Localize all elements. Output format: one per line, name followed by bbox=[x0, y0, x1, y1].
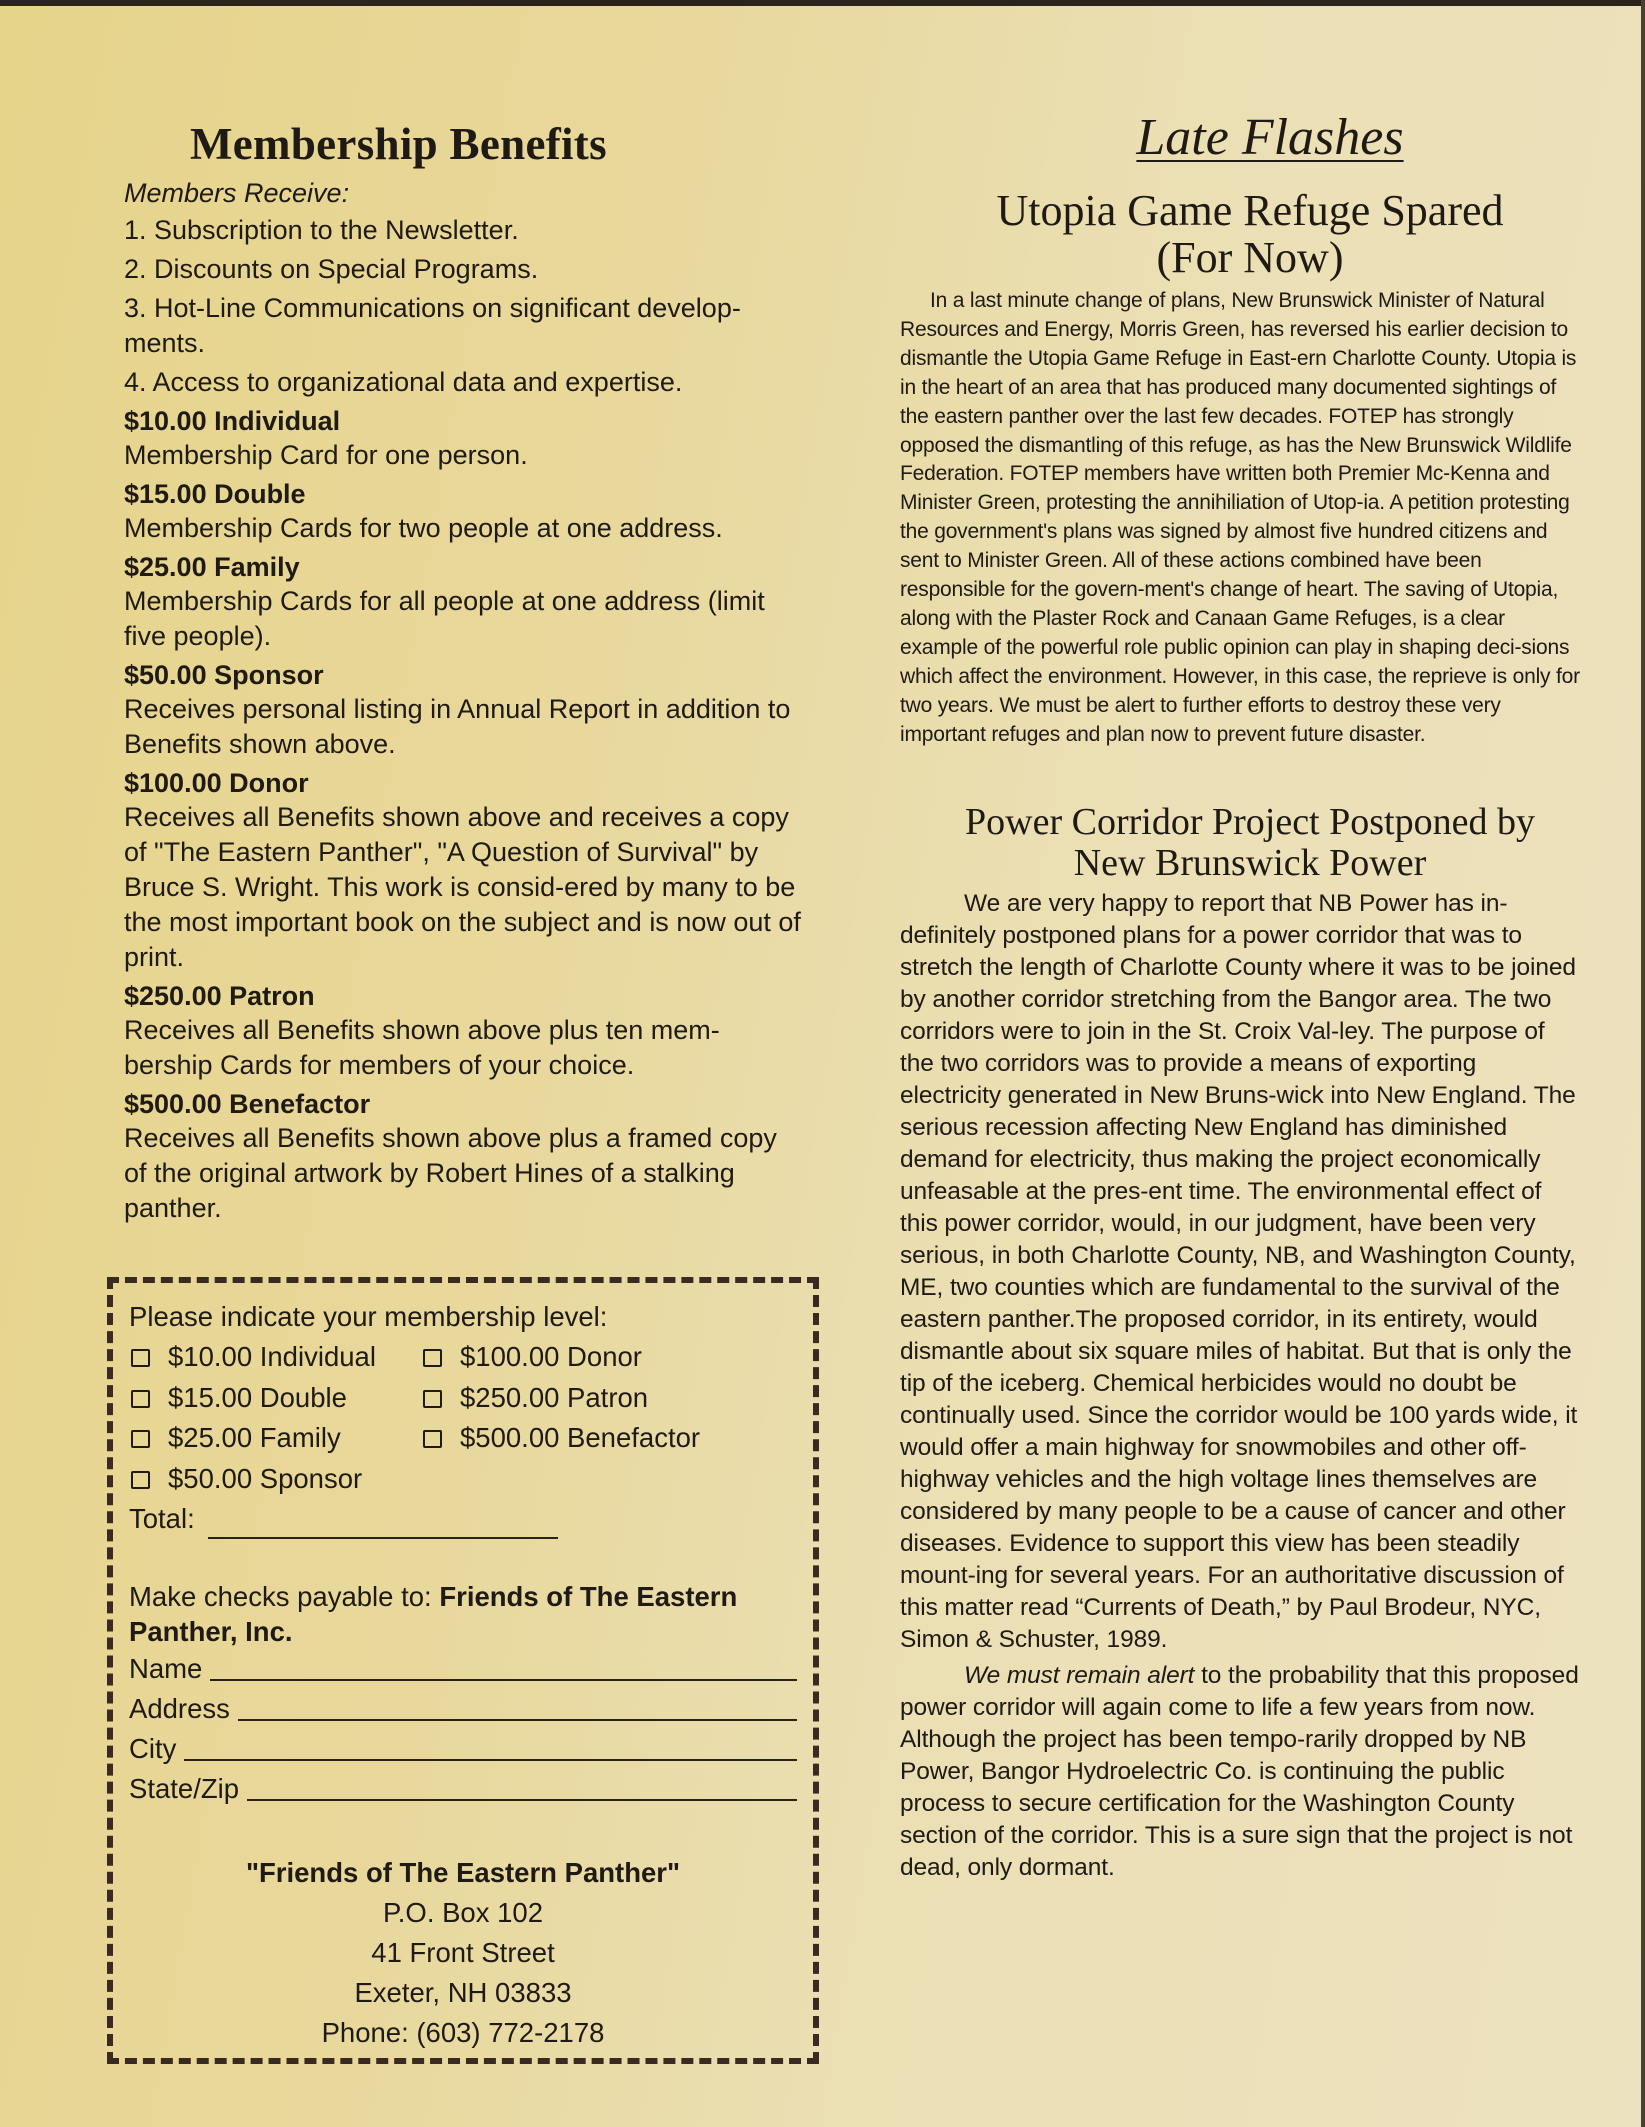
power-corridor-body-2 bbox=[900, 1660, 1580, 1884]
tier-name: $250.00 Patron bbox=[124, 981, 315, 1011]
statezip-label: State/Zip bbox=[129, 1773, 240, 1804]
tier-description: Receives all Benefits shown above plus a framed copy of the original artwork by Robert Hines of a stalking panther. bbox=[124, 1123, 777, 1223]
scan-edge-right bbox=[1641, 0, 1645, 2127]
name-label: Name bbox=[129, 1653, 203, 1684]
power-corridor-headline: Power Corridor Project Postponed by New Brunswick Power bbox=[965, 800, 1535, 884]
tier-name: $500.00 Benefactor bbox=[124, 1089, 371, 1119]
city-field[interactable] bbox=[184, 1731, 797, 1761]
checks-payee: Friends of The Eastern Panther, Inc. bbox=[129, 1581, 738, 1647]
checkbox-icon[interactable] bbox=[423, 1430, 442, 1448]
alert-text: to the probability that this proposed power corridor will again come to life a few years from now. Although the project has been tempo-rarily dropped by NB Power, Bangor Hydroelectric Co. is continuing the public process to secure certification for the Washington County section of the corridor. This is a sure sign that the project is not dead, only dormant. bbox=[900, 1661, 1579, 1881]
form-prompt: Please indicate your membership level: bbox=[129, 1301, 608, 1332]
option-patron[interactable] bbox=[421, 1378, 721, 1419]
late-flashes-title: Late Flashes bbox=[1136, 109, 1404, 166]
tier-name: $15.00 Double bbox=[124, 479, 306, 509]
tier-name: $10.00 Individual bbox=[124, 406, 341, 436]
option-donor[interactable] bbox=[421, 1337, 721, 1378]
alert-emphasis: We must remain alert bbox=[964, 1661, 1195, 1689]
option-sponsor[interactable] bbox=[129, 1459, 421, 1500]
option-family[interactable] bbox=[129, 1418, 421, 1459]
membership-benefits-column bbox=[124, 118, 804, 1226]
tier-description: Membership Cards for two people at one address. bbox=[124, 513, 723, 543]
org-name: "Friends of The Eastern Panther" bbox=[245, 1857, 681, 1888]
tier-description: Receives personal listing in Annual Report in addition to Benefits shown above. bbox=[124, 694, 791, 759]
city-row bbox=[129, 1729, 797, 1769]
option-double[interactable] bbox=[129, 1378, 421, 1419]
mailing-address bbox=[129, 1853, 797, 2053]
benefit-item: 4. Access to organizational data and expertise. bbox=[124, 367, 683, 397]
checkbox-icon[interactable] bbox=[131, 1430, 150, 1448]
name-field[interactable] bbox=[210, 1651, 797, 1681]
benefit-item: 3. Hot-Line Communications on significant develop-ments. bbox=[124, 293, 741, 358]
tier-description: Receives all Benefits shown above plus ten mem-bership Cards for members of your choice. bbox=[124, 1015, 720, 1080]
address-row bbox=[129, 1689, 797, 1729]
members-receive-label: Members Receive: bbox=[124, 178, 350, 208]
total-label: Total: bbox=[129, 1503, 195, 1534]
tier-name: $50.00 Sponsor bbox=[124, 660, 324, 690]
late-flashes-column bbox=[900, 108, 1580, 1884]
utopia-headline: Utopia Game Refuge Spared (For Now) bbox=[996, 186, 1504, 282]
address-field[interactable] bbox=[238, 1691, 797, 1721]
checkbox-icon[interactable] bbox=[131, 1349, 150, 1367]
checkbox-icon[interactable] bbox=[423, 1390, 442, 1408]
total-field[interactable] bbox=[208, 1507, 558, 1539]
tier-description: Receives all Benefits shown above and receives a copy of "The Eastern Panther", "A Question of Survival" by Bruce S. Wright. This work is consid-ered by many to be the most important book on the subject and is now out of print. bbox=[124, 802, 801, 972]
membership-options bbox=[129, 1337, 797, 1499]
option-label: $50.00 Sponsor bbox=[168, 1462, 363, 1494]
checkbox-icon[interactable] bbox=[131, 1471, 150, 1489]
city-label: City bbox=[129, 1733, 177, 1764]
membership-form-coupon bbox=[107, 1277, 819, 2064]
tier-description: Membership Card for one person. bbox=[124, 440, 528, 470]
tier-description: Membership Cards for all people at one address (limit five people). bbox=[124, 586, 765, 651]
name-row bbox=[129, 1649, 797, 1689]
option-label: $250.00 Patron bbox=[460, 1381, 649, 1413]
option-label: $10.00 Individual bbox=[168, 1341, 376, 1372]
tier-name: $25.00 Family bbox=[124, 552, 300, 582]
benefit-item: 1. Subscription to the Newsletter. bbox=[124, 215, 519, 245]
benefit-item: 2. Discounts on Special Programs. bbox=[124, 254, 539, 284]
scan-edge bbox=[0, 0, 1645, 6]
street: 41 Front Street bbox=[371, 1937, 555, 1968]
total-row bbox=[129, 1499, 797, 1539]
address-label: Address bbox=[129, 1693, 230, 1724]
power-corridor-body: We are very happy to report that NB Power has in-definitely postponed plans for a power corridor that was to stretch the length of Charlotte County where it was to be joined by another corridor stretching from the Bangor area. The two corridors were to join in the St. Croix Val-ley. The purpose of the two corridors was to provide a means of exporting electricity generated in New Bruns-wick into New England. The serious recession affecting New England has diminished demand for electricity, thus making the project economically unfeasable at the pres-ent time. The environmental effect of this power corridor, would, in our judgment, have been very serious, in both Charlotte County, NB, and Washington County, ME, two counties which are fundamental to the survival of the eastern panther.The proposed corridor, in its entirety, would dismantle about six square miles of habitat. But that is only the tip of the iceberg. Chemical herbicides would no doubt be continually used. Since the corridor would be 100 yards wide, it would offer a main highway for snowmobiles and other off-highway vehicles and the high voltage lines themselves are considered by many people to be a cause of cancer and other diseases. Evidence to support this view has been steadily mount-ing for several years. For an authoritative discussion of this matter read “Currents of Death,” by Paul Brodeur, NYC, Simon & Schuster, 1989. bbox=[900, 889, 1578, 1653]
checks-prefix: Make checks payable to: bbox=[129, 1581, 440, 1612]
tier-name: $100.00 Donor bbox=[124, 768, 309, 798]
phone: Phone: (603) 772-2178 bbox=[321, 2017, 605, 2048]
statezip-row bbox=[129, 1769, 797, 1809]
membership-title: Membership Benefits bbox=[190, 119, 607, 169]
statezip-field[interactable] bbox=[247, 1771, 797, 1801]
option-label: $25.00 Family bbox=[168, 1422, 341, 1453]
checks-payable bbox=[129, 1579, 797, 1649]
checkbox-icon[interactable] bbox=[131, 1390, 150, 1408]
checkbox-icon[interactable] bbox=[423, 1349, 442, 1367]
utopia-body: In a last minute change of plans, New Brunswick Minister of Natural Resources and Energy, Morris Green, has reversed his earlier decision to dismantle the Utopia Game Refuge in East-ern Charlotte County. Utopia is in the heart of an area that has produced many documented sightings of the eastern panther over the last few decades. FOTEP has strongly opposed the dismantling of this refuge, as has the New Brunswick Wildlife Federation. FOTEP members have written both Premier Mc-Kenna and Minister Green, protesting the annihiliation of Utop-ia. A petition protesting the government's plans was signed by almost five hundred citizens and sent to Minister Green. All of these actions combined have been responsible for the govern-ment's change of heart. The saving of Utopia, along with the Plaster Rock and Canaan Game Refuges, is a clear example of the powerful role public opinion can play in shaping deci-sions which affect the environment. However, in this case, the reprieve is only for two years. We must be alert to further efforts to destroy these very important refuges and plan now to prevent future disaster. bbox=[900, 289, 1580, 746]
city-state: Exeter, NH 03833 bbox=[354, 1977, 572, 2008]
po-box: P.O. Box 102 bbox=[382, 1897, 544, 1928]
option-label: $100.00 Donor bbox=[460, 1341, 642, 1372]
option-label: $15.00 Double bbox=[168, 1381, 347, 1413]
option-individual[interactable] bbox=[129, 1337, 421, 1378]
option-benefactor[interactable] bbox=[421, 1418, 721, 1459]
option-label: $500.00 Benefactor bbox=[460, 1422, 701, 1453]
